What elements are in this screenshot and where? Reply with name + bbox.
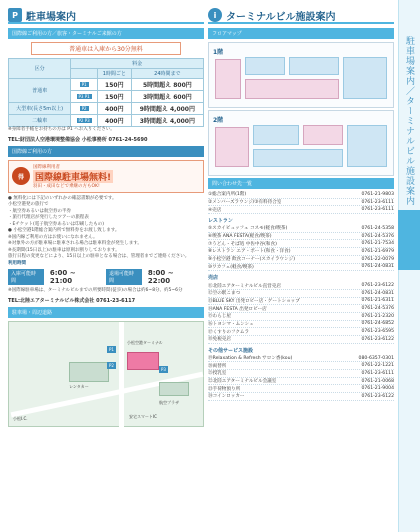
side-index-tab [398, 0, 420, 532]
map-label-plaza: 航空プラザ [159, 399, 179, 405]
facility-name: ⑮わらじ屋 [208, 314, 231, 320]
exit-hours-label: 退場可能時間 [106, 269, 142, 285]
area-map [8, 321, 204, 427]
facility-name: ㉒北陸エアターミナルビル会議室 [208, 379, 277, 385]
parking-lot-tag: P2 P3 [78, 117, 90, 123]
entry-hours-label: 入庫可能時間 [8, 269, 44, 285]
parking-icon: P [8, 8, 22, 22]
parking-band: 国際線ご利用の方／旅客・ターミナルご来館の方 [8, 28, 204, 39]
facility-phone: 0761-24-5376 [361, 233, 394, 239]
fee-head-fee: 料金 [71, 59, 204, 69]
facility-phone: 0761-24-5376 [361, 306, 394, 312]
directory-row [208, 298, 394, 306]
facility-phone: 0761-24-0831 [361, 290, 394, 296]
directory-header: 問い合わせ先一覧 [208, 178, 394, 189]
directory-row [208, 336, 394, 344]
parking-header [8, 8, 204, 24]
facility-name: ⑳両替所 [208, 363, 227, 369]
fee-day: 5時間超え 800円 [131, 79, 203, 91]
directory-row [208, 305, 394, 313]
facility-phone: 0761-21-9803 [361, 191, 394, 197]
facility-phone: 0761-24-0831 [361, 264, 394, 270]
facility-name: ⑩ワカフェ(軽食/喫茶) [208, 264, 254, 270]
facility-phone: 0761-21-9004 [361, 386, 394, 392]
directory-section-title: レストラン [208, 218, 233, 225]
floor-1-label: 1階 [213, 49, 224, 56]
facility-name: ⑦うどん・そば処 中佐中谷(和食) [208, 241, 277, 247]
intl-note: 旅行日程の変更などにより、15日以上の駐車となる場合は、管理者までご連絡ください。 [8, 254, 190, 259]
map-label-ic: 小松I.C. [13, 415, 28, 421]
facility-name: ⑫空の駅こまつ [208, 291, 241, 297]
floor-map-band: フロアマップ [208, 28, 394, 39]
parking-title: 駐車場案内 [26, 11, 76, 23]
floor-2-label: 2階 [213, 117, 224, 124]
intl-bullet: ・航空券あるいは航空券の半券 [8, 208, 71, 214]
directory-row [208, 362, 394, 370]
fee-row [9, 103, 204, 115]
directory-row [208, 328, 394, 336]
facility-phone: 0761-22-0079 [361, 256, 394, 262]
facility-phone: 0761-21-6311 [361, 298, 394, 304]
facility-phone: 0761-24-6852 [361, 321, 394, 327]
fee-day: 3時間超え 4,000円 [131, 115, 203, 127]
facility-phone: 0761-23-6595 [361, 329, 394, 335]
terminal-header [208, 8, 394, 24]
directory-row [208, 191, 394, 199]
facility-name: ⑪北陸エアターミナルビル直営売店 [208, 283, 281, 289]
fee-category: 普通車 [9, 79, 71, 103]
hours-note: ※国際線駐車場は、ターミナルビルまでの所要時間(徒歩)の場合は約6~8分、約5~6分 [8, 288, 183, 293]
terminal-column [208, 8, 394, 401]
directory-row [208, 233, 394, 241]
facility-name: ⑰くすりのフクムラ [208, 329, 250, 335]
parking-note: ※身障者手帳をお持ちの方は P1 へお入りください。 [8, 127, 115, 132]
terminal-building [127, 352, 159, 370]
directory-row [208, 256, 394, 264]
intl-note: ※長期間(15日以上)の駐車は原則お断りしております。 [8, 247, 120, 253]
intl-bullet: ● 小松空港1階総合案内所で無料券をお渡し致します。 [8, 228, 120, 233]
parking-column [8, 8, 204, 429]
directory-row [208, 378, 394, 386]
entry-hours: 6:00 ~ 21:00 [49, 269, 76, 285]
fee-row [9, 79, 204, 91]
directory-row [208, 199, 394, 207]
directory-row [208, 355, 394, 363]
facility-name: ㉓手荷物預り所 [208, 386, 241, 392]
directory-list [208, 191, 394, 401]
directory-row [208, 290, 394, 298]
fee-table [8, 58, 204, 127]
intl-bullet: 小松空港発の旅行で [8, 202, 49, 207]
directory-row [208, 313, 394, 321]
facility-name: ⑯トヨシマ・ムンシュ [208, 321, 254, 327]
intl-note: ※対象外の方が駐車場に駐車される場合は駐車料金が発生します。 [8, 241, 142, 246]
parking-pin-icon: P3 [159, 366, 168, 373]
intl-bullet: ・Eチケット(電子航空券あるいは印刷したもの) [8, 221, 104, 227]
facility-phone: 0761-21-0068 [361, 378, 394, 384]
parking-lot-tag: P1 [81, 81, 87, 87]
facility-phone: 0761-23-6122 [361, 336, 394, 342]
fee-hour: 400円 [97, 103, 131, 115]
facility-phone: 0761-24-5358 [361, 225, 394, 231]
fee-hour: 150円 [97, 79, 131, 91]
facility-name: ㉔コインロッカー [208, 394, 245, 400]
map-band: 駐車場・周辺道路 [8, 307, 204, 318]
facility-name: ⑬BLUE SKY 出発ロビー店・ゲートショップ [208, 298, 300, 304]
intl-promo [8, 160, 204, 193]
directory-row [208, 240, 394, 248]
directory-row [208, 225, 394, 233]
facility-phone: 0761-22-1221 [361, 363, 394, 369]
parking-pin-icon: P2 [107, 362, 116, 369]
facility-name: ④売店 [208, 207, 222, 213]
facility-phone: 080-6357-0301 [358, 355, 394, 361]
facility-phone: 0761-23-6111 [361, 207, 394, 213]
intl-note: ※国内線ご利用の方はお使いになれません。 [8, 234, 98, 240]
fee-category: 大型車(長さ5m以上) [9, 103, 71, 115]
parking-tel: TEL:財団法人空港環境整備協会 小松事務所 0761-24-5690 [8, 136, 148, 143]
fee-day: 9時間超え 4,000円 [131, 103, 203, 115]
facility-name: ①総合案内所(1階) [208, 192, 247, 198]
facility-phone: 0761-21-7534 [361, 241, 394, 247]
hours-row [8, 269, 204, 285]
fee-day: 3時間超え 600円 [131, 91, 203, 103]
parking-lot-tag: P3 P1 [78, 93, 90, 99]
facility-phone: 0761-23-6122 [361, 283, 394, 289]
fee-hour: 400円 [97, 115, 131, 127]
facility-name: ⑲Relaxation & Refresh サロン香(kou) [208, 356, 293, 362]
free-notice: 普通車は入庫から30分無料 [31, 42, 181, 55]
fee-row [9, 115, 204, 127]
fee-hour: 150円 [97, 91, 131, 103]
map-label-terminal: 小松空港ターミナル [127, 339, 163, 345]
facility-name: ⑨小松空港 飲食コーナー(スカイラウンジ) [208, 257, 296, 263]
fee-sub-hour: 1時間ごと [97, 69, 131, 79]
fee-head-category: 区分 [9, 59, 71, 79]
facility-name: ⑭ANA FESTA 出発ロビー店 [208, 306, 267, 312]
directory-row [208, 321, 394, 329]
terminal-title: ターミナルビル施設案内 [226, 11, 336, 23]
side-index-label: 駐車場案内／ターミナルビル施設案内 [404, 36, 414, 206]
hours-label: 利用時間 [8, 260, 26, 266]
intl-label: 国際線利用者 [33, 164, 60, 170]
intl-band: 国際線ご利用の方 [8, 146, 204, 157]
parking-lot-tag: P2 [81, 105, 87, 111]
directory-row [208, 393, 394, 401]
map-label-smart-ic: 安宅スマートIC [129, 413, 157, 419]
side-tab-marker [398, 210, 420, 270]
facility-phone: 0761-21-2320 [361, 313, 394, 319]
directory-row [208, 264, 394, 272]
floor-map-2f [208, 110, 394, 176]
facility-phone: 0761-23-6122 [361, 393, 394, 399]
facility-name: ⑧レストラン エア・ポート(和食・洋食) [208, 249, 291, 255]
deal-badge-icon: 得 [12, 167, 30, 185]
map-label-rental: レンタカー [69, 383, 89, 389]
directory-row [208, 370, 394, 378]
directory-row [208, 385, 394, 393]
intl-bullet: ・旅行代理店が発行したツアーの旅程表 [8, 215, 89, 220]
facility-name: ⑱免税売店 [208, 337, 231, 343]
intl-tel: TEL:北陸エアターミナルビル株式会社 0761-23-6117 [8, 297, 136, 304]
info-icon: i [208, 8, 222, 22]
intl-sub: 羽田・成田などで乗継の方もOK! [33, 183, 100, 189]
directory-section-title: 売店 [208, 275, 219, 282]
facility-name: ②メンバーズラウンジ/③有料待合室 [208, 200, 282, 206]
fee-sub-day: 24時間まで [131, 69, 203, 79]
facility-name: ⑥喫茶 ANA FESTA(軽食/喫茶) [208, 234, 272, 240]
fee-category: 二輪車 [9, 115, 71, 127]
parking-pin-icon: P1 [107, 346, 116, 353]
facility-name: ⑤スカイビュッフェ コスモ(軽食/喫茶) [208, 226, 288, 232]
directory-row [208, 248, 394, 256]
facility-name: ㉑授乳室 [208, 371, 227, 377]
facility-phone: 0761-23-6111 [361, 199, 394, 205]
directory-section-title: その他サービス施設 [208, 347, 254, 354]
directory-row [208, 282, 394, 290]
directory-row [208, 206, 394, 214]
facility-phone: 0761-21-6979 [361, 248, 394, 254]
intl-headline: 国際線駐車場無料! [33, 170, 113, 183]
fee-sub-tag [71, 69, 98, 79]
intl-bullet: ● 無料化には下記のいずれかの確認書類が必要です。 [8, 195, 117, 201]
exit-hours: 8:00 ~ 22:00 [147, 269, 174, 285]
facility-phone: 0761-23-6111 [361, 370, 394, 376]
floor-map-1f [208, 42, 394, 108]
